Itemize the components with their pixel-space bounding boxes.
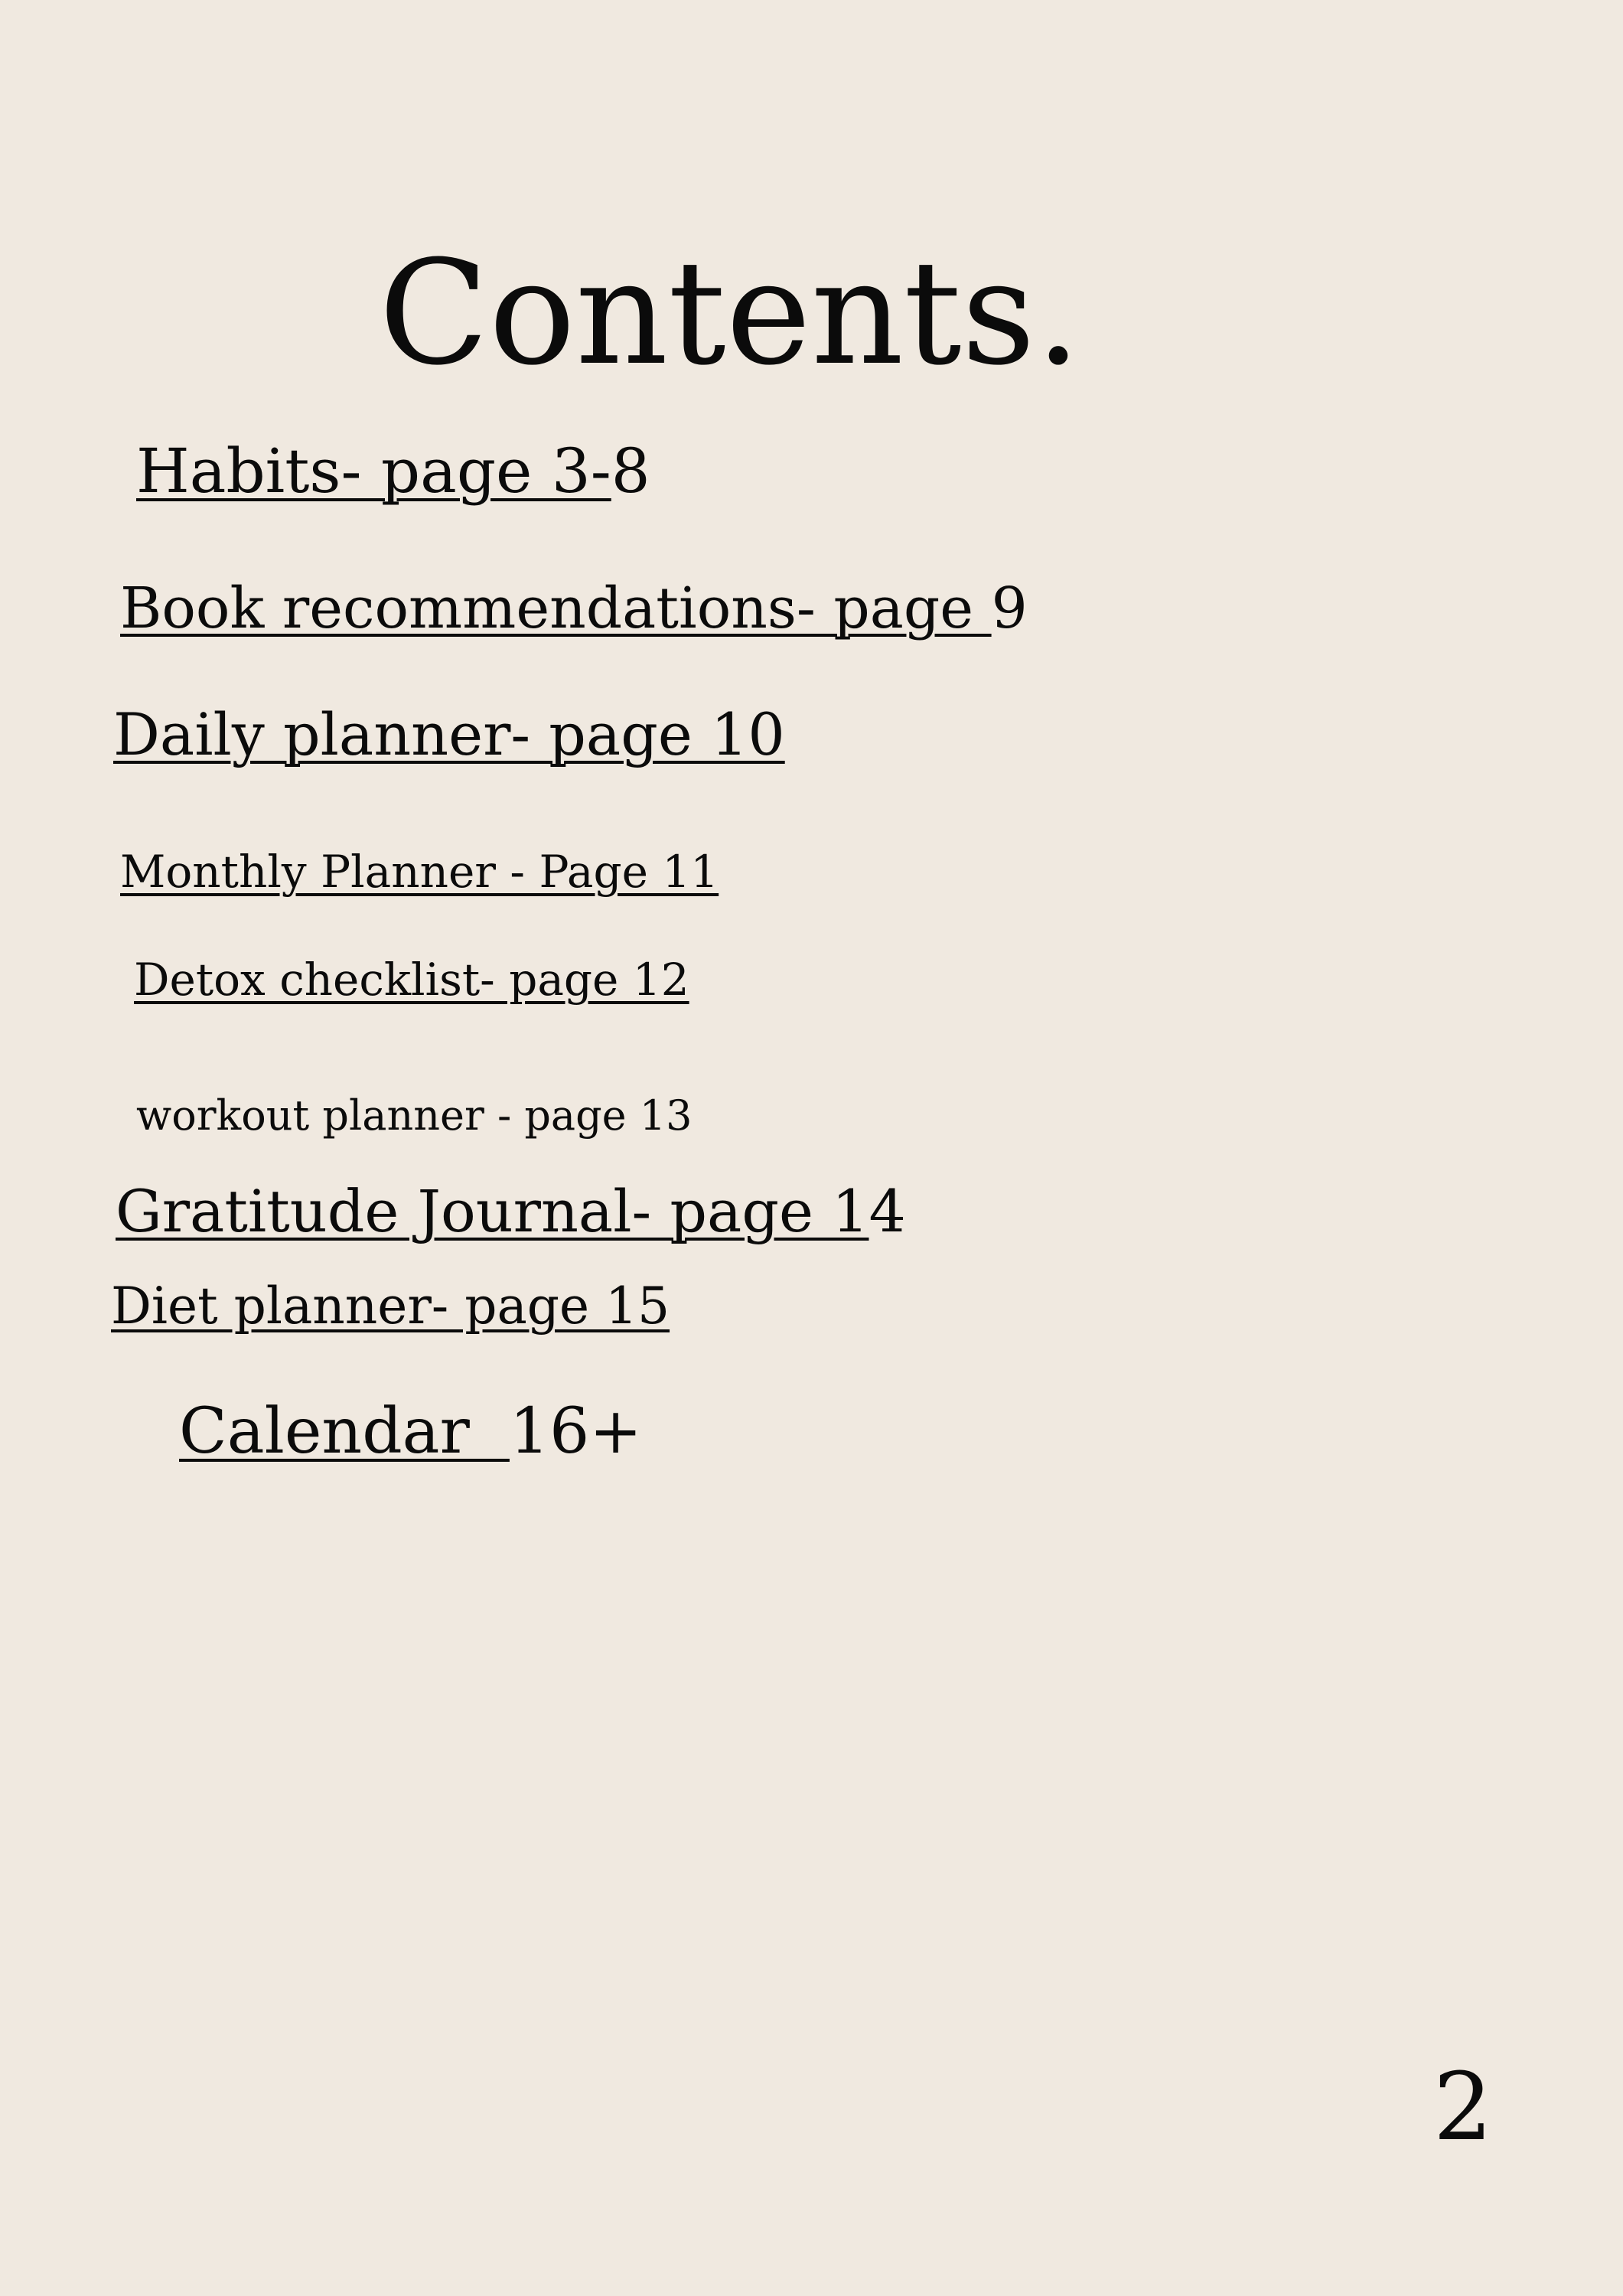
toc-entry-gratitude-journal[interactable] xyxy=(116,1177,906,1245)
toc-entry-diet-planner[interactable] xyxy=(111,1277,670,1336)
toc-text: 9 xyxy=(991,576,1028,641)
toc-link-text: Diet planner- page 15 xyxy=(111,1277,670,1336)
toc-text: workout planner - page 13 xyxy=(136,1091,693,1140)
toc-text: 4 xyxy=(869,1177,906,1245)
toc-entry-book-recommendations[interactable] xyxy=(120,576,1028,641)
toc-entry-workout-planner[interactable] xyxy=(136,1091,693,1140)
page-number: 2 xyxy=(1433,2053,1493,2161)
toc-text: 16+ xyxy=(509,1395,642,1468)
toc-text: 8 xyxy=(611,435,650,507)
page-title: Contents. xyxy=(379,229,1081,397)
toc-link-text: Daily planner- page 10 xyxy=(113,700,785,768)
toc-entry-habits[interactable] xyxy=(136,435,650,507)
toc-link-text: Monthly Planner - Page 11 xyxy=(120,846,719,898)
toc-link-text: Habits- page 3- xyxy=(136,435,611,507)
toc-link-text: Gratitude Journal- page 1 xyxy=(116,1177,869,1245)
toc-link-text: Detox checklist- page 12 xyxy=(134,954,689,1006)
toc-link-text: Calendar xyxy=(179,1395,510,1468)
toc-entry-detox-checklist[interactable] xyxy=(134,954,689,1006)
toc-entry-calendar[interactable] xyxy=(179,1395,642,1468)
toc-link-text: Book recommendations- page xyxy=(120,576,992,641)
toc-entry-daily-planner[interactable] xyxy=(113,700,785,768)
toc-entry-monthly-planner[interactable] xyxy=(120,846,719,898)
